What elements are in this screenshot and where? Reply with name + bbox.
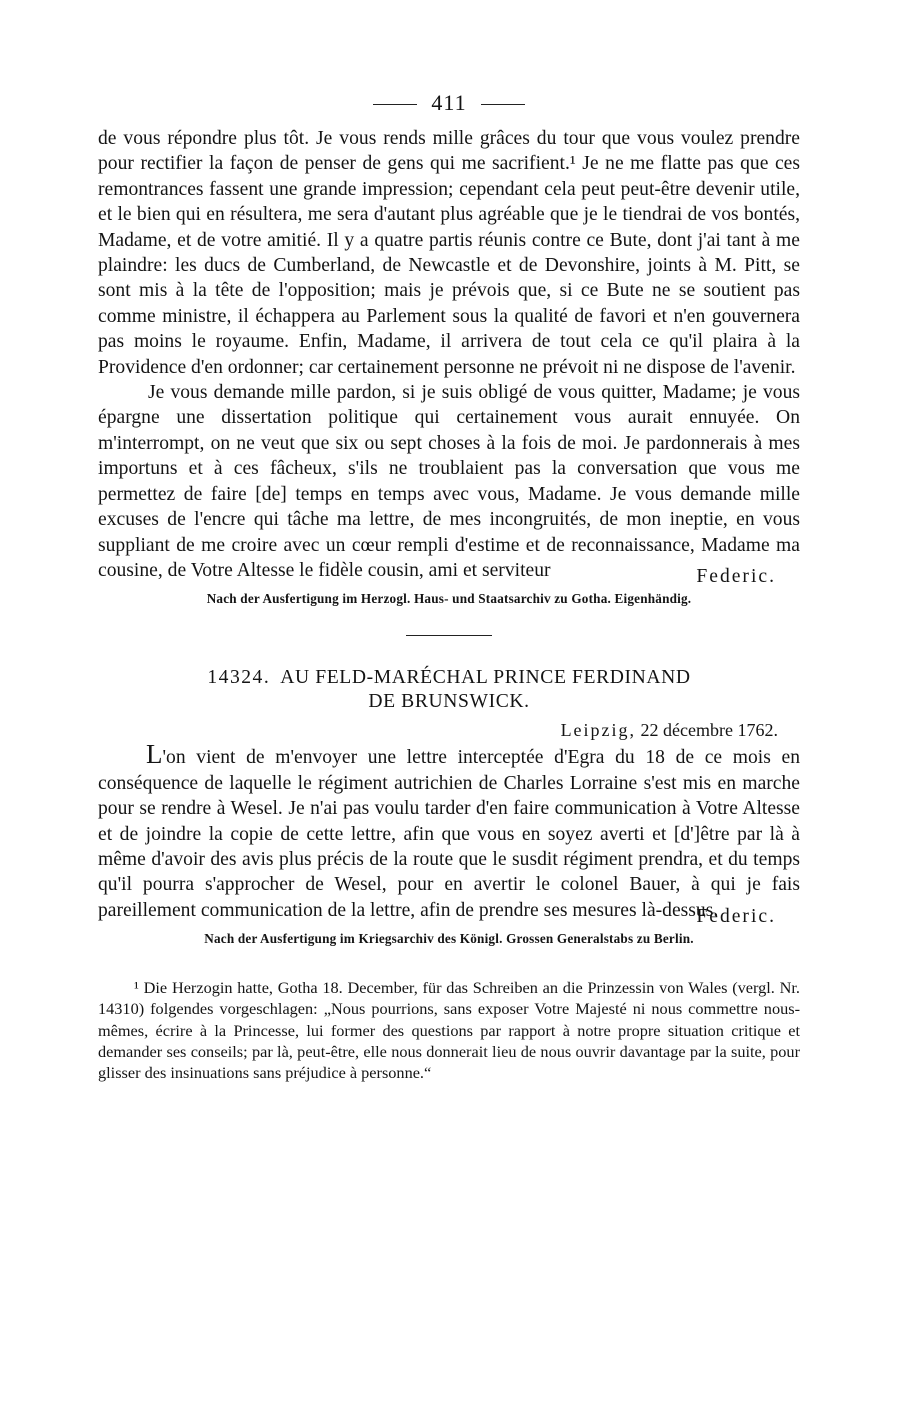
letter1-signature: Federic.: [696, 565, 776, 587]
letter1-paragraph-1: de vous répondre plus tôt. Je vous rends mille grâces du tour que vous voulez prendre pour rectifier la façon de penser de gens qui me sacrifient.¹ Je ne me flatte pas que ces remontrances fassent une grande impression; cependant cela peut peut-être devenir utile, et le bien qui en résultera, me sera d'autant plus agréable que je le tiendrai de vos bontés, Madame, et de votre amitié. Il y a quatre partis réunis contre ce Bute, dont j'ai tant à me plaindre: les ducs de Cumberland, de Newcastle et de Devonshire, joints à M. Pitt, se sont mis à la tête de l'opposition; mais je prévois que, si ce Bute ne se soutient pas comme ministre, il échappera au Parlement sous la qualité de favori et n'en gouvernera pas moins le royaume. Enfin, Madame, il arrivera de tout cela ce qu'il plaira à la Providence d'en ordonner; car certainement personne ne prévoit ni ne dispose de l'avenir.: [98, 128, 800, 378]
letter1-source-note: Nach der Ausfertigung im Herzogl. Haus- und Staatsarchiv zu Gotha. Eigenhändig.: [206, 591, 692, 607]
letter2-dateline: [98, 718, 778, 742]
letter2-signature: Federic.: [696, 905, 776, 927]
letter2-source-note: Nach der Ausfertigung im Kriegsarchiv des Königl. Grossen Generalstabs zu Berlin.: [204, 931, 694, 947]
letter2-body: [98, 739, 800, 927]
letter1-paragraph-2-text: Je vous demande mille pardon, si je suis obligé de vous quitter, Madame; je vous épargne une dissertation politique qui certainement vous aurait ennuyée. On m'interrompt, on ne veut que six ou sept choses à la fois de moi. Je pardonnerais à mes importuns et à ces fâcheux, s'ils ne troublaient pas la conversation que vous me permettez de faire [de] temps en temps avec vous, Madame. Je vous demande mille excuses de l'encre qui tâche ma lettre, de mes incongruités, de mon ineptie, en vous suppliant de me croire avec un cœur rempli d'estime et de reconnaissance, Madame ma cousine, de Votre Altesse le fidèle cousin, ami et serviteur: [98, 382, 800, 581]
letter2-number: 14324.: [207, 667, 271, 689]
page-number-left-rule: [373, 104, 417, 105]
page-number-header: [98, 86, 800, 120]
document-page: [98, 86, 800, 1083]
letter2-heading: [98, 666, 800, 714]
letter2-place: Leipzig,: [560, 720, 637, 741]
letter1-paragraph-2: [98, 380, 800, 587]
section-separator: [406, 635, 492, 636]
letter2-body-text: 'on vient de m'envoyer une lettre interceptée d'Egra du 18 de ce mois en conséquence de laquelle le régiment autrichien de Charles Lorraine s'est mis en marche pour se rendre à Wesel. Je n'ai pas voulu tarder d'en faire communication à Votre Altesse et de joindre la copie de cette lettre, afin que vous en soyez averti et [d']être par là à même d'avoir des avis plus précis de la route que le susdit régiment prendra, et du temps qu'il pourra s'approcher de Wesel, pour en avertir le colonel Bauer, à qui je fais pareillement communication de la lettre, afin de prendre ses mesures là-dessus.: [98, 747, 800, 921]
page-number: 411: [431, 90, 467, 115]
letter2-title-line1: AU FELD-MARÉCHAL PRINCE FERDINAND: [280, 667, 691, 689]
letter2-title-line2: DE BRUNSWICK.: [368, 691, 530, 713]
page-number-right-rule: [481, 104, 525, 105]
letter2-date: 22 décembre 1762.: [640, 720, 778, 741]
footnote: ¹ Die Herzogin hatte, Gotha 18. December, für das Schreiben an die Prinzessin von Wales (vergl. Nr. 14310) folgendes vorgeschlagen: „Nous pourrions, sans exposer Votre Majesté ni nous commettre nous-mêmes, écrire à la Princesse, lui former des questions par rapport à notre propre situation critique et demander ses conseils; par là, peut-être, elle nous donnerait lieu de nous ouvrir davantage par la suite, pour glisser des insinuations sans préjudice à personne.“: [98, 978, 800, 1082]
letter2-dropcap: L: [146, 739, 163, 770]
